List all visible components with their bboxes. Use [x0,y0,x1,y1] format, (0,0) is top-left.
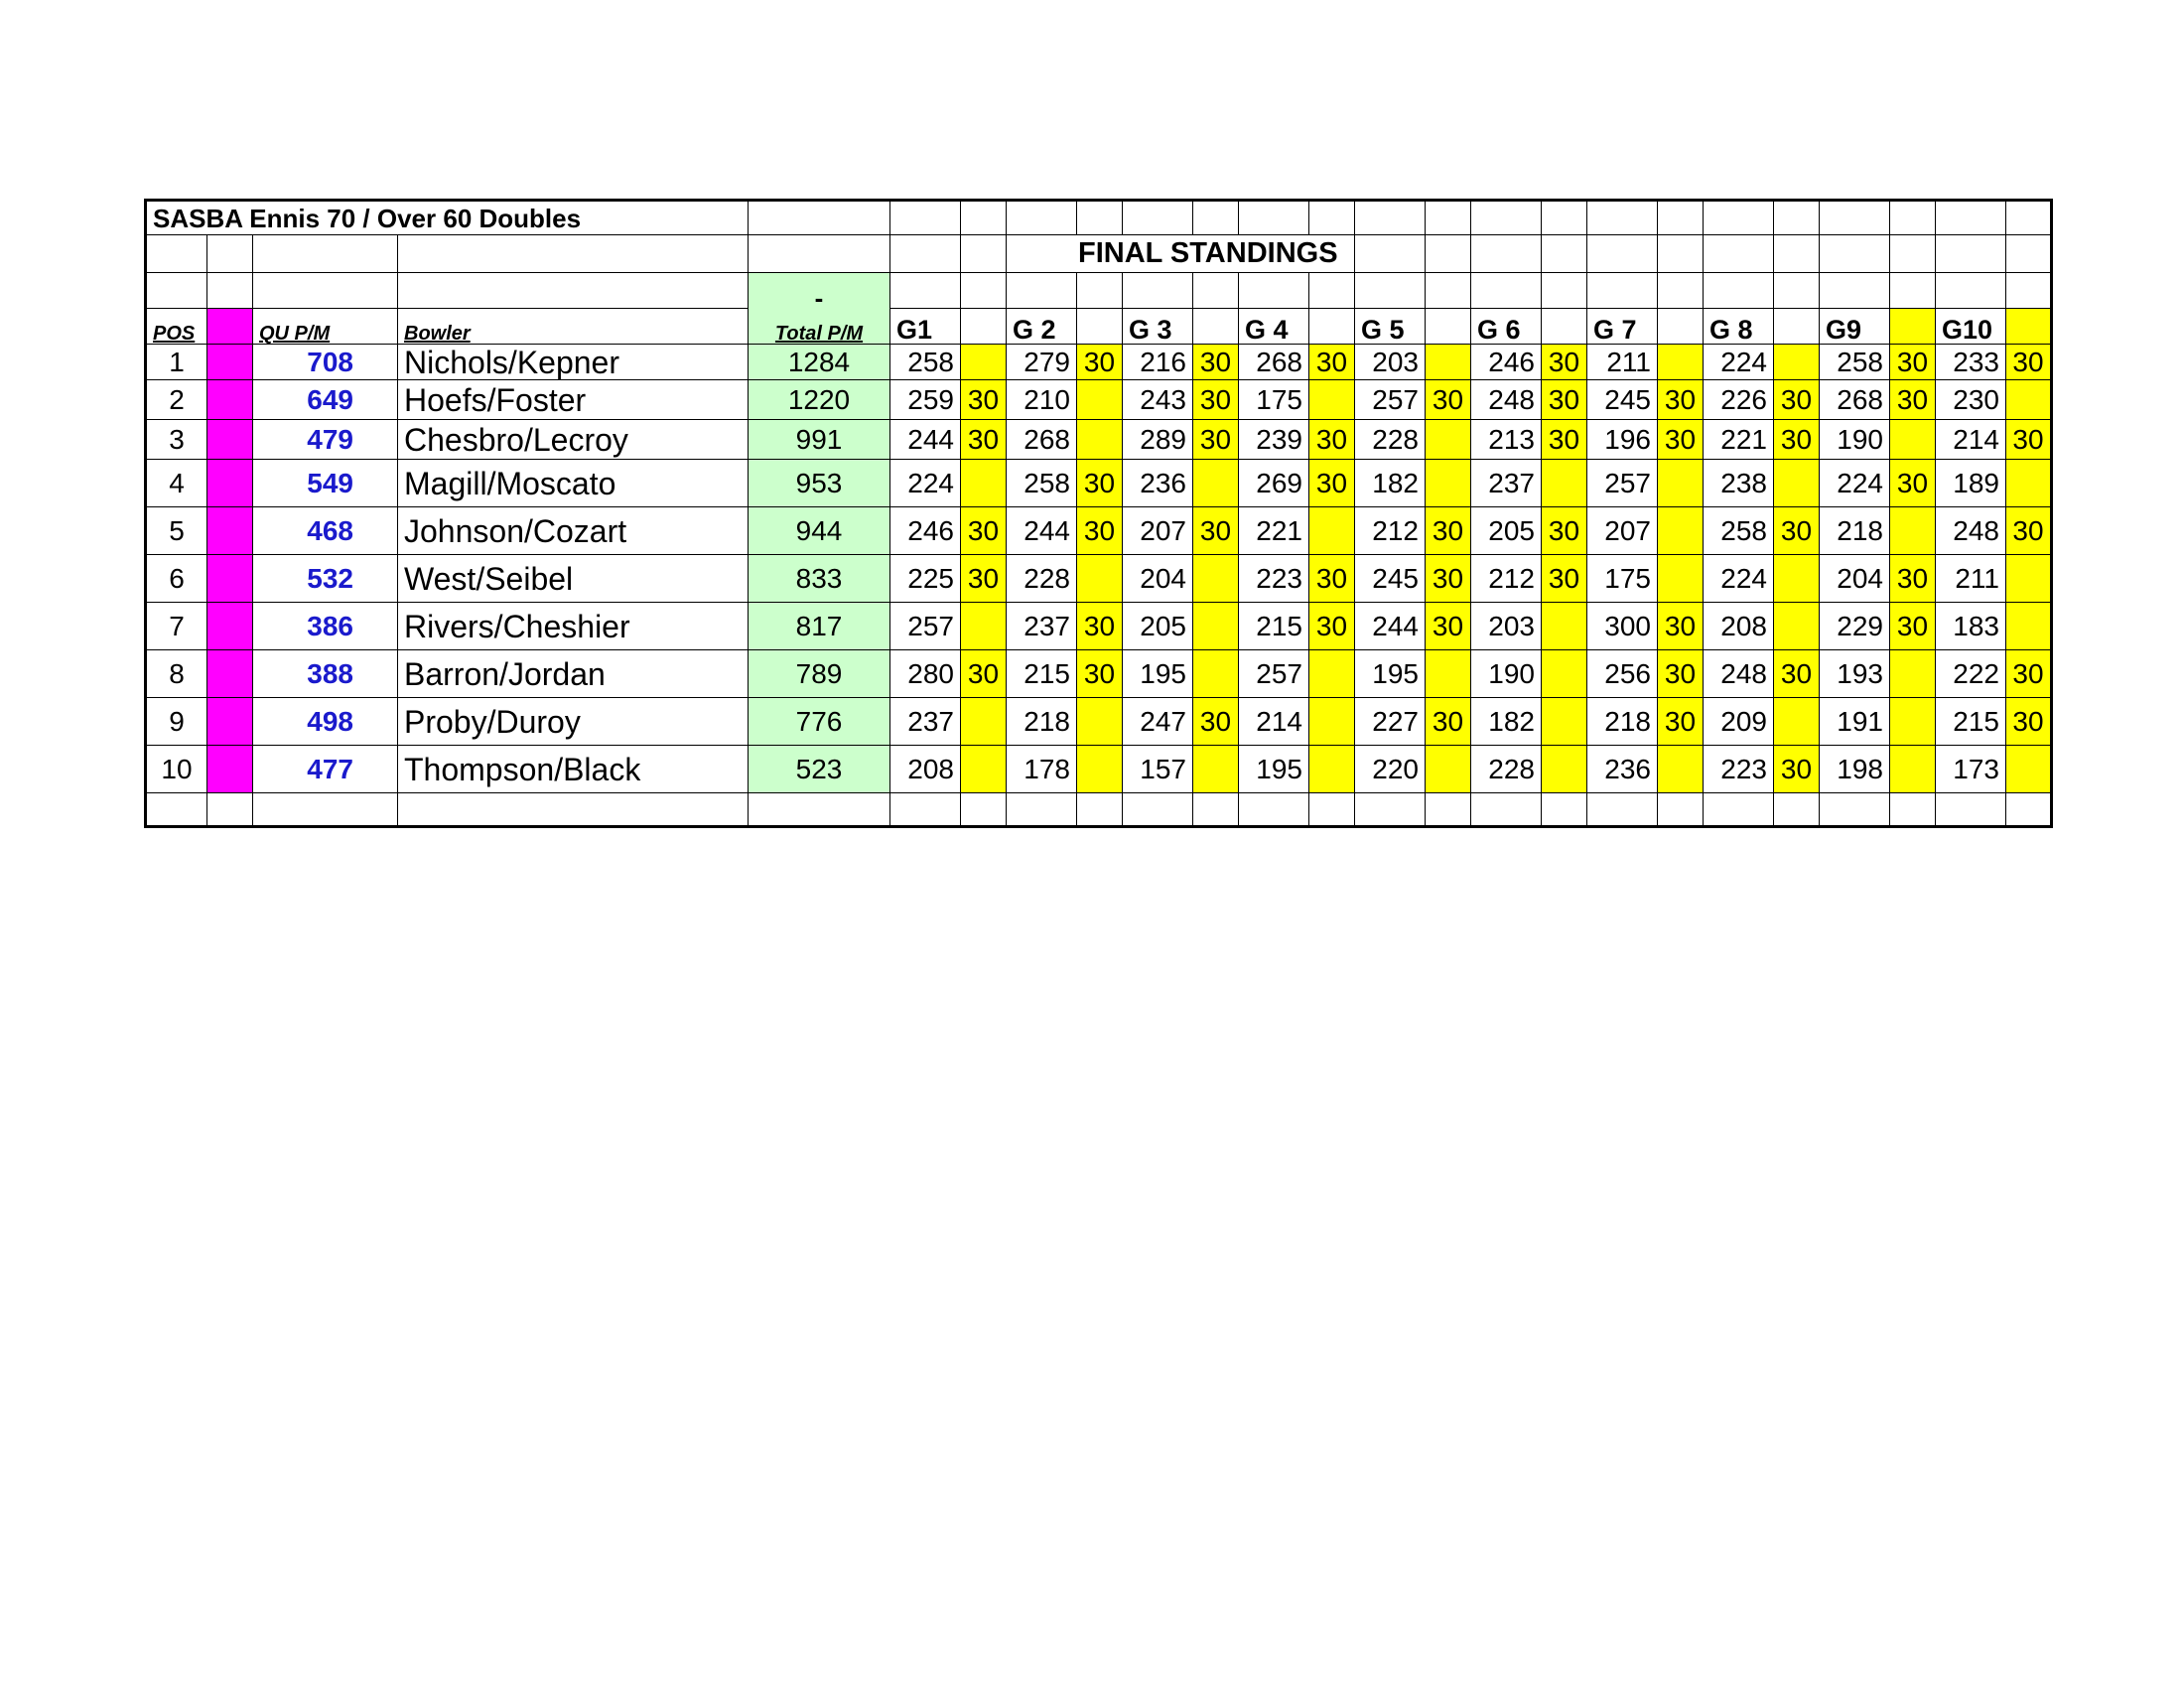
game-bonus-cell [2006,460,2052,507]
table-row [146,507,2052,555]
game-score-cell: 221 [1239,507,1309,555]
game-bonus-cell [1077,555,1123,603]
game-score-cell: 257 [890,603,961,650]
game-bonus-cell: 30 [1193,380,1239,420]
game-score-cell: 218 [1007,698,1077,746]
game-score-cell: 178 [1007,746,1077,793]
game-bonus-cell: 30 [1890,555,1936,603]
total-dash: - [749,273,890,309]
game-score-cell: 195 [1239,746,1309,793]
game-score-cell: 228 [1355,420,1426,460]
game-bonus-cell: 30 [1542,345,1587,380]
header-bonus-5 [1426,309,1471,345]
game-score-cell: 236 [1123,460,1193,507]
game-score-cell: 224 [1704,555,1774,603]
game-bonus-cell [1193,746,1239,793]
position-cell: 6 [146,555,207,603]
game-score-cell: 258 [1704,507,1774,555]
table-row [146,460,2052,507]
game-bonus-cell: 30 [1774,746,1820,793]
title-row [146,201,2052,235]
game-score-cell: 203 [1471,603,1542,650]
game-score-cell: 228 [1007,555,1077,603]
game-score-cell: 175 [1587,555,1658,603]
game-bonus-cell [1077,420,1123,460]
game-score-cell: 280 [890,650,961,698]
header-game-9: G9 [1820,309,1890,345]
table-row [146,420,2052,460]
game-bonus-cell: 30 [1658,420,1704,460]
game-score-cell: 228 [1471,746,1542,793]
magenta-marker [207,420,253,460]
game-bonus-cell: 30 [1774,507,1820,555]
game-score-cell: 210 [1007,380,1077,420]
game-bonus-cell [1658,555,1704,603]
game-bonus-cell [1658,345,1704,380]
header-game-4: G 4 [1239,309,1309,345]
game-score-cell: 189 [1936,460,2006,507]
game-score-cell: 196 [1587,420,1658,460]
game-score-cell: 244 [1007,507,1077,555]
magenta-marker [207,698,253,746]
game-bonus-cell [1193,460,1239,507]
header-game-7: G 7 [1587,309,1658,345]
game-bonus-cell: 30 [1309,345,1355,380]
total-pm-cell: 776 [749,698,890,746]
position-cell: 3 [146,420,207,460]
game-score-cell: 237 [890,698,961,746]
game-bonus-cell: 30 [961,555,1007,603]
game-score-cell: 279 [1007,345,1077,380]
game-score-cell: 258 [1007,460,1077,507]
game-score-cell: 193 [1820,650,1890,698]
game-score-cell: 215 [1936,698,2006,746]
table-row [146,746,2052,793]
game-score-cell: 183 [1936,603,2006,650]
game-score-cell: 239 [1239,420,1309,460]
qu-pm-cell: 549 [253,460,398,507]
bowler-name-cell: Magill/Moscato [398,460,749,507]
game-bonus-cell [2006,555,2052,603]
game-score-cell: 218 [1820,507,1890,555]
game-bonus-cell [961,603,1007,650]
game-score-cell: 269 [1239,460,1309,507]
header-bonus-1 [961,309,1007,345]
game-bonus-cell: 30 [961,650,1007,698]
bowler-name-cell: Johnson/Cozart [398,507,749,555]
final-standings-heading: FINAL STANDINGS [1007,235,1355,273]
game-score-cell: 223 [1239,555,1309,603]
header-row [146,309,2052,345]
header-game-10: G10 [1936,309,2006,345]
magenta-marker [207,345,253,380]
game-bonus-cell: 30 [1309,420,1355,460]
game-score-cell: 257 [1239,650,1309,698]
bowler-name-cell: Barron/Jordan [398,650,749,698]
magenta-marker [207,555,253,603]
game-score-cell: 258 [890,345,961,380]
header-total: Total P/M [749,309,890,345]
game-score-cell: 204 [1820,555,1890,603]
game-bonus-cell [1077,698,1123,746]
game-bonus-cell: 30 [961,380,1007,420]
position-cell: 10 [146,746,207,793]
game-score-cell: 259 [890,380,961,420]
game-score-cell: 205 [1471,507,1542,555]
game-score-cell: 237 [1007,603,1077,650]
qu-pm-cell: 498 [253,698,398,746]
game-score-cell: 215 [1239,603,1309,650]
game-score-cell: 268 [1239,345,1309,380]
position-cell: 9 [146,698,207,746]
game-score-cell: 246 [1471,345,1542,380]
game-score-cell: 223 [1704,746,1774,793]
game-bonus-cell: 30 [1077,650,1123,698]
game-bonus-cell [1774,345,1820,380]
game-bonus-cell [1193,603,1239,650]
game-score-cell: 233 [1936,345,2006,380]
position-cell: 4 [146,460,207,507]
bowler-name-cell: Nichols/Kepner [398,345,749,380]
game-score-cell: 204 [1123,555,1193,603]
game-bonus-cell [1542,603,1587,650]
game-score-cell: 268 [1007,420,1077,460]
game-bonus-cell: 30 [1542,507,1587,555]
bowler-name-cell: Chesbro/Lecroy [398,420,749,460]
game-bonus-cell: 30 [1309,555,1355,603]
header-bonus-8 [1774,309,1820,345]
game-bonus-cell: 30 [1542,555,1587,603]
header-bowler: Bowler [398,309,749,345]
game-bonus-cell: 30 [1309,603,1355,650]
game-bonus-cell: 30 [2006,507,2052,555]
magenta-marker [207,603,253,650]
game-score-cell: 257 [1355,380,1426,420]
game-bonus-cell [961,698,1007,746]
game-score-cell: 230 [1936,380,2006,420]
total-pm-cell: 953 [749,460,890,507]
magenta-marker [207,309,253,345]
subtitle-row [146,235,2052,273]
game-score-cell: 190 [1820,420,1890,460]
header-qu: QU P/M [253,309,398,345]
game-score-cell: 220 [1355,746,1426,793]
game-score-cell: 226 [1704,380,1774,420]
game-score-cell: 248 [1704,650,1774,698]
game-score-cell: 224 [1820,460,1890,507]
total-pm-cell: 817 [749,603,890,650]
game-score-cell: 238 [1704,460,1774,507]
game-score-cell: 205 [1123,603,1193,650]
game-bonus-cell [1309,650,1355,698]
header-game-1: G1 [890,309,961,345]
table-row [146,698,2052,746]
game-bonus-cell: 30 [1077,460,1123,507]
game-score-cell: 229 [1820,603,1890,650]
game-score-cell: 214 [1239,698,1309,746]
game-score-cell: 211 [1936,555,2006,603]
header-game-8: G 8 [1704,309,1774,345]
total-pm-cell: 833 [749,555,890,603]
game-bonus-cell [1309,746,1355,793]
position-cell: 2 [146,380,207,420]
game-score-cell: 236 [1587,746,1658,793]
game-bonus-cell [1890,698,1936,746]
game-score-cell: 222 [1936,650,2006,698]
qu-pm-cell: 708 [253,345,398,380]
magenta-marker [207,460,253,507]
game-score-cell: 212 [1355,507,1426,555]
qu-pm-cell: 479 [253,420,398,460]
game-bonus-cell [1542,650,1587,698]
game-score-cell: 173 [1936,746,2006,793]
game-bonus-cell [1309,380,1355,420]
table-row [146,650,2052,698]
game-bonus-cell [1658,507,1704,555]
game-score-cell: 215 [1007,650,1077,698]
game-score-cell: 198 [1820,746,1890,793]
position-cell: 5 [146,507,207,555]
game-bonus-cell [1890,650,1936,698]
magenta-marker [207,650,253,698]
game-bonus-cell: 30 [1890,345,1936,380]
header-bonus-7 [1658,309,1704,345]
header-game-3: G 3 [1123,309,1193,345]
table-row [146,380,2052,420]
spacer-row [146,273,2052,309]
game-bonus-cell [1077,380,1123,420]
game-bonus-cell: 30 [961,507,1007,555]
game-score-cell: 300 [1587,603,1658,650]
bowler-name-cell: West/Seibel [398,555,749,603]
game-score-cell: 216 [1123,345,1193,380]
total-pm-cell: 523 [749,746,890,793]
game-bonus-cell [1309,698,1355,746]
game-bonus-cell: 30 [1890,460,1936,507]
game-score-cell: 208 [1704,603,1774,650]
game-score-cell: 218 [1587,698,1658,746]
header-bonus-9 [1890,309,1936,345]
game-score-cell: 237 [1471,460,1542,507]
position-cell: 8 [146,650,207,698]
game-bonus-cell: 30 [1426,698,1471,746]
game-score-cell: 289 [1123,420,1193,460]
game-bonus-cell [1426,460,1471,507]
header-bonus-4 [1309,309,1355,345]
game-bonus-cell: 30 [1542,420,1587,460]
game-bonus-cell [1774,555,1820,603]
game-bonus-cell [1077,746,1123,793]
game-score-cell: 227 [1355,698,1426,746]
game-bonus-cell: 30 [1426,603,1471,650]
game-score-cell: 175 [1239,380,1309,420]
qu-pm-cell: 532 [253,555,398,603]
footer-row [146,793,2052,827]
magenta-marker [207,507,253,555]
game-bonus-cell [1426,746,1471,793]
game-bonus-cell [961,746,1007,793]
game-bonus-cell [2006,380,2052,420]
header-game-6: G 6 [1471,309,1542,345]
game-bonus-cell: 30 [1426,380,1471,420]
game-bonus-cell: 30 [1426,507,1471,555]
game-bonus-cell: 30 [1658,603,1704,650]
total-pm-cell: 944 [749,507,890,555]
qu-pm-cell: 388 [253,650,398,698]
game-score-cell: 243 [1123,380,1193,420]
game-score-cell: 268 [1820,380,1890,420]
game-score-cell: 224 [1704,345,1774,380]
game-score-cell: 257 [1587,460,1658,507]
qu-pm-cell: 477 [253,746,398,793]
game-bonus-cell [1890,746,1936,793]
header-bonus-6 [1542,309,1587,345]
game-score-cell: 245 [1355,555,1426,603]
header-bonus-10 [2006,309,2052,345]
game-bonus-cell [961,460,1007,507]
header-bonus-2 [1077,309,1123,345]
game-bonus-cell: 30 [1077,507,1123,555]
game-score-cell: 211 [1587,345,1658,380]
game-bonus-cell: 30 [1193,698,1239,746]
position-cell: 7 [146,603,207,650]
game-score-cell: 190 [1471,650,1542,698]
game-bonus-cell [2006,603,2052,650]
game-bonus-cell [1426,345,1471,380]
standings-sheet [144,199,2053,828]
total-pm-cell: 991 [749,420,890,460]
game-score-cell: 203 [1355,345,1426,380]
game-bonus-cell: 30 [1890,380,1936,420]
game-bonus-cell [1890,420,1936,460]
game-score-cell: 225 [890,555,961,603]
game-bonus-cell [1774,603,1820,650]
table-row [146,603,2052,650]
bowler-name-cell: Hoefs/Foster [398,380,749,420]
game-bonus-cell [1774,460,1820,507]
game-score-cell: 247 [1123,698,1193,746]
game-bonus-cell: 30 [2006,650,2052,698]
game-bonus-cell: 30 [1193,420,1239,460]
table-row [146,345,2052,380]
game-bonus-cell: 30 [1426,555,1471,603]
total-pm-cell: 1220 [749,380,890,420]
game-bonus-cell [1426,650,1471,698]
game-bonus-cell: 30 [2006,698,2052,746]
qu-pm-cell: 468 [253,507,398,555]
game-bonus-cell: 30 [2006,345,2052,380]
game-bonus-cell [2006,746,2052,793]
game-bonus-cell [1193,650,1239,698]
game-bonus-cell [1309,507,1355,555]
header-bonus-3 [1193,309,1239,345]
game-bonus-cell: 30 [1542,380,1587,420]
game-score-cell: 244 [1355,603,1426,650]
game-score-cell: 212 [1471,555,1542,603]
game-bonus-cell [1774,698,1820,746]
game-score-cell: 244 [890,420,961,460]
magenta-marker [207,380,253,420]
game-score-cell: 182 [1355,460,1426,507]
game-score-cell: 245 [1587,380,1658,420]
game-score-cell: 195 [1355,650,1426,698]
bowler-name-cell: Rivers/Cheshier [398,603,749,650]
game-bonus-cell [1426,420,1471,460]
position-cell: 1 [146,345,207,380]
game-bonus-cell: 30 [1658,650,1704,698]
game-bonus-cell [1542,460,1587,507]
game-score-cell: 214 [1936,420,2006,460]
game-bonus-cell: 30 [1077,603,1123,650]
game-bonus-cell: 30 [2006,420,2052,460]
game-score-cell: 256 [1587,650,1658,698]
sheet-title: SASBA Ennis 70 / Over 60 Doubles [146,201,749,235]
qu-pm-cell: 649 [253,380,398,420]
game-score-cell: 248 [1936,507,2006,555]
game-bonus-cell [1542,746,1587,793]
magenta-marker [207,746,253,793]
game-bonus-cell: 30 [1774,650,1820,698]
total-pm-cell: 1284 [749,345,890,380]
game-bonus-cell [1890,507,1936,555]
game-score-cell: 182 [1471,698,1542,746]
bowler-name-cell: Thompson/Black [398,746,749,793]
game-score-cell: 248 [1471,380,1542,420]
game-bonus-cell [1193,555,1239,603]
game-bonus-cell: 30 [1077,345,1123,380]
game-score-cell: 258 [1820,345,1890,380]
game-score-cell: 207 [1123,507,1193,555]
game-score-cell: 221 [1704,420,1774,460]
game-score-cell: 191 [1820,698,1890,746]
game-score-cell: 213 [1471,420,1542,460]
game-score-cell: 207 [1587,507,1658,555]
game-bonus-cell: 30 [1890,603,1936,650]
game-score-cell: 209 [1704,698,1774,746]
game-score-cell: 246 [890,507,961,555]
header-pos: POS [146,309,207,345]
game-bonus-cell: 30 [1774,380,1820,420]
header-game-5: G 5 [1355,309,1426,345]
bowler-name-cell: Proby/Duroy [398,698,749,746]
game-bonus-cell [1542,698,1587,746]
game-bonus-cell: 30 [1309,460,1355,507]
qu-pm-cell: 386 [253,603,398,650]
game-score-cell: 208 [890,746,961,793]
game-bonus-cell [961,345,1007,380]
game-bonus-cell: 30 [1193,345,1239,380]
game-score-cell: 224 [890,460,961,507]
header-game-2: G 2 [1007,309,1077,345]
table-row [146,555,2052,603]
total-pm-cell: 789 [749,650,890,698]
game-bonus-cell: 30 [961,420,1007,460]
game-bonus-cell: 30 [1193,507,1239,555]
game-bonus-cell [1658,460,1704,507]
game-bonus-cell: 30 [1774,420,1820,460]
game-score-cell: 157 [1123,746,1193,793]
game-bonus-cell: 30 [1658,380,1704,420]
game-score-cell: 195 [1123,650,1193,698]
game-bonus-cell: 30 [1658,698,1704,746]
game-bonus-cell [1658,746,1704,793]
